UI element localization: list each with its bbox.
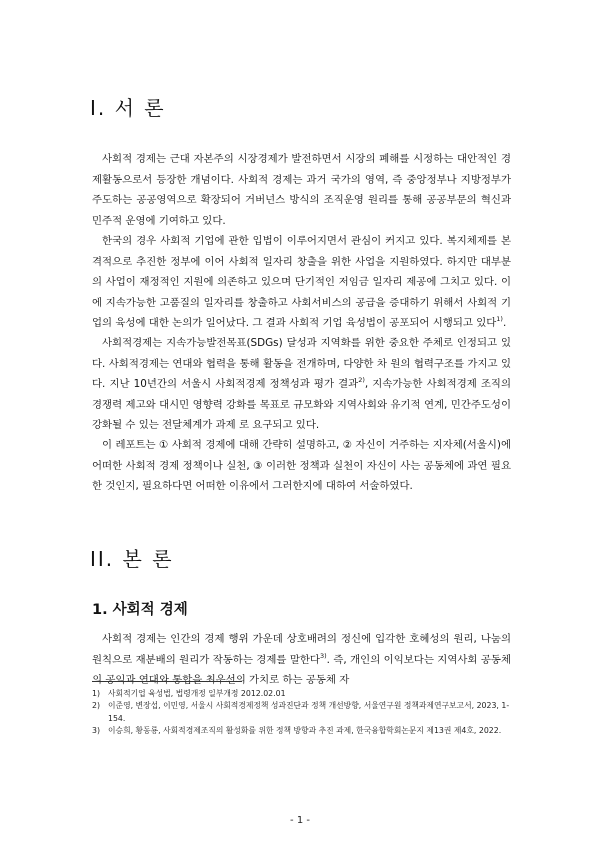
body-paragraph-1-continuation: . 즉, 개인의 이익보다는 지역사회 공동체의 공익과 연대와 통합을 최우선의 가치로 하는 공동체 자: [92, 653, 511, 686]
footnote-item: [92, 688, 517, 700]
intro-paragraph-4-text: 이 레포트는 ① 사회적 경제에 대해 간략히 설명하고, ② 자신이 거주하는 지자체(서울시)에 어떠한 사회적 경제 정책이나 실천, ③ 이러한 정책과 실천이 자신이 사는 공동체에 과연 필요한 것인지, 필요하다면 어떠한 이유에서 그러한지에 대하여 서술하였다.: [92, 439, 511, 492]
intro-paragraph-2: [92, 231, 511, 334]
intro-paragraph-3: [92, 333, 511, 436]
section-heading-introduction: I. 서 론: [90, 96, 166, 120]
intro-paragraph-2-end: .: [502, 317, 507, 329]
intro-paragraph-2-text: 한국의 경우 사회적 기업에 관한 입법이 이루어지면서 관심이 커지고 있다. 복지체제를 본격적으로 추진한 정부에 이어 사회적 일자리 창출을 위한 사업을 지원하였다. 하지만 대부분의 사업이 재정적인 지원에 의존하고 있으며 단기적인 저임금 일자리 제공에 그치고 있다. 이에 지속가능한 고품질의 일자리를 창출하고 사회서비스의 공급을 증대하기 위해서 사회적 기업의 육성에 대한 논의가 일어났다. 그 결과 사회적 기업 육성법이 공포되어 시행되고 있다: [92, 235, 511, 329]
intro-paragraph-3-continuation: , 지속가능한 사회적경제 조직의 경쟁력 제고와 대시민 영향력 강화를 목표로 규모화와 지역사회와 유기적 연계, 민간주도성이 강화될 수 있는 전달체계가 과제 로 요구되고 있다.: [92, 378, 512, 431]
subsection-heading-social-economy: 1. 사회적 경제: [92, 602, 188, 618]
footnote-ref-1: 1): [496, 315, 503, 323]
intro-paragraph-1-text: 사회적 경제는 근대 자본주의 시장경제가 발전하면서 시장의 폐해를 시정하는 대안적인 경제활동으로서 등장한 개념이다. 사회적 경제는 과거 국가의 영역, 즉 중앙정부나 지방정부가 주도하는 공공영역으로 확장되어 거버넌스 방식의 조직운영 원리를 통해 공공부문의 혁신과 민주적 운영에 기여하고 있다.: [92, 153, 511, 227]
footnote-number: 2): [92, 701, 101, 711]
page-number: - 1 -: [290, 815, 310, 826]
intro-paragraph-4: [92, 435, 511, 497]
intro-paragraph-1: [92, 149, 511, 231]
body-paragraph-1-text: 사회적 경제는 인간의 경제 행위 가운데 상호배려의 정신에 입각한 호혜성의 원리, 나눔의 원칙으로 재분배의 원리가 작동하는 경제를 말한다: [92, 633, 511, 666]
footnote-number: 3): [92, 726, 101, 736]
footnote-text: 사회적기업 육성법, 법령개정 일부개정 2012.02.01: [108, 689, 286, 698]
footnote-ref-3: 3): [319, 651, 327, 660]
footnote-text: 이준영, 변장섭, 이민영, 서울시 사회적경제정책 성과진단과 정책 개선방향, 서울연구원 정책과제연구보고서, 2023, 1-154.: [108, 701, 510, 723]
section-heading-main-body: II. 본 론: [90, 547, 174, 571]
footnote-text: 이승희, 황동룡, 사회적경제조직의 활성화를 위한 정책 방향과 추진 과제, 한국융합학회논문지 제13권 제4호, 2022.: [108, 726, 502, 736]
footnote-divider: [92, 681, 242, 682]
intro-paragraph-3-text: 사회적경제는 지속가능발전목표(SDGs) 달성과 지역화를 위한 중요한 주체로 인정되고 있다. 사회적경제는 연대와 협력을 통해 활동을 전개하며, 다양한 차 원의 협력구조를 가지고 있다. 지난 10년간의 서울시 사회적경제 정책성과 평가 결과: [92, 337, 511, 390]
footnote-number: 1): [92, 689, 101, 698]
footnotes-list: [92, 688, 517, 738]
footnote-item: [92, 700, 517, 725]
footnote-item: [92, 725, 517, 737]
footnote-ref-2: 2): [358, 376, 365, 384]
